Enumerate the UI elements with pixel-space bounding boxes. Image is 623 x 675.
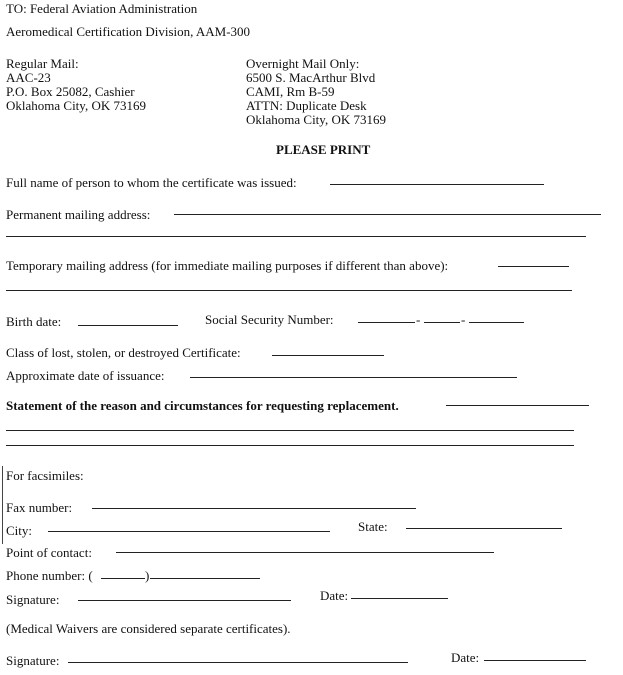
- overnight-mail-line: Oklahoma City, OK 73169: [246, 112, 386, 127]
- facsimile-signature-field[interactable]: [78, 600, 291, 601]
- city-field[interactable]: [48, 531, 330, 532]
- facsimile-signature-label: Signature:: [6, 592, 60, 607]
- overnight-mail-line: CAMI, Rm B-59: [246, 84, 335, 99]
- ssn-label: Social Security Number:: [205, 312, 334, 327]
- statement-field-line-3[interactable]: [6, 445, 574, 446]
- medical-waivers-note: (Medical Waivers are considered separate certificates).: [6, 621, 291, 636]
- ssn-separator: -: [416, 312, 421, 327]
- regular-mail-line: Oklahoma City, OK 73169: [6, 98, 146, 113]
- final-signature-field[interactable]: [68, 662, 408, 663]
- regular-mail-line: AAC-23: [6, 70, 51, 85]
- to-line: TO: Federal Aviation Administration: [6, 1, 198, 16]
- please-print-heading: PLEASE PRINT: [276, 142, 371, 157]
- permanent-address-field-line-2[interactable]: [6, 236, 586, 237]
- fax-number-field[interactable]: [92, 508, 416, 509]
- facsimile-margin-bar: [2, 466, 3, 544]
- point-of-contact-field[interactable]: [116, 552, 494, 553]
- temporary-address-field-line-2[interactable]: [6, 290, 572, 291]
- division-line: Aeromedical Certification Division, AAM-300: [6, 24, 251, 39]
- approx-date-label: Approximate date of issuance:: [6, 368, 165, 383]
- facsimile-date-field[interactable]: [351, 598, 448, 599]
- overnight-mail-line: 6500 S. MacArthur Blvd: [246, 70, 376, 85]
- phone-number-label: Phone number: (: [6, 568, 93, 583]
- statement-field[interactable]: [446, 405, 589, 406]
- regular-mail-line: P.O. Box 25082, Cashier: [6, 84, 135, 99]
- phone-number-field[interactable]: [150, 578, 260, 579]
- birth-date-label: Birth date:: [6, 314, 62, 329]
- ssn-field-part-3[interactable]: [469, 322, 524, 323]
- facsimile-date-label: Date:: [320, 588, 349, 603]
- permanent-address-label: Permanent mailing address:: [6, 207, 151, 222]
- regular-mail-heading: Regular Mail:: [6, 56, 79, 71]
- city-label: City:: [6, 523, 33, 538]
- class-certificate-field[interactable]: [272, 355, 384, 356]
- overnight-mail-heading: Overnight Mail Only:: [246, 56, 360, 71]
- final-signature-label: Signature:: [6, 653, 60, 668]
- full-name-label: Full name of person to whom the certificate was issued:: [6, 175, 297, 190]
- point-of-contact-label: Point of contact:: [6, 545, 92, 560]
- phone-area-code-field[interactable]: [101, 578, 145, 579]
- birth-date-field[interactable]: [78, 325, 178, 326]
- ssn-separator: -: [461, 312, 466, 327]
- fax-number-label: Fax number:: [6, 500, 73, 515]
- ssn-field-part-2[interactable]: [424, 322, 460, 323]
- statement-field-line-2[interactable]: [6, 430, 574, 431]
- facsimile-heading: For facsimiles:: [6, 468, 84, 483]
- state-label: State:: [358, 519, 388, 534]
- class-certificate-label: Class of lost, stolen, or destroyed Certificate:: [6, 345, 241, 360]
- final-date-label: Date:: [451, 650, 480, 665]
- overnight-mail-line: ATTN: Duplicate Desk: [246, 98, 367, 113]
- permanent-address-field[interactable]: [174, 214, 601, 215]
- statement-label: Statement of the reason and circumstances for requesting replacement.: [6, 398, 399, 413]
- temporary-address-label: Temporary mailing address (for immediate mailing purposes if different than above):: [6, 258, 449, 273]
- full-name-field[interactable]: [330, 184, 544, 185]
- final-date-field[interactable]: [484, 660, 586, 661]
- temporary-address-field[interactable]: [498, 266, 569, 267]
- phone-paren-close: ): [145, 568, 150, 583]
- ssn-field-part-1[interactable]: [358, 322, 415, 323]
- approx-date-field[interactable]: [190, 377, 517, 378]
- state-field[interactable]: [406, 528, 562, 529]
